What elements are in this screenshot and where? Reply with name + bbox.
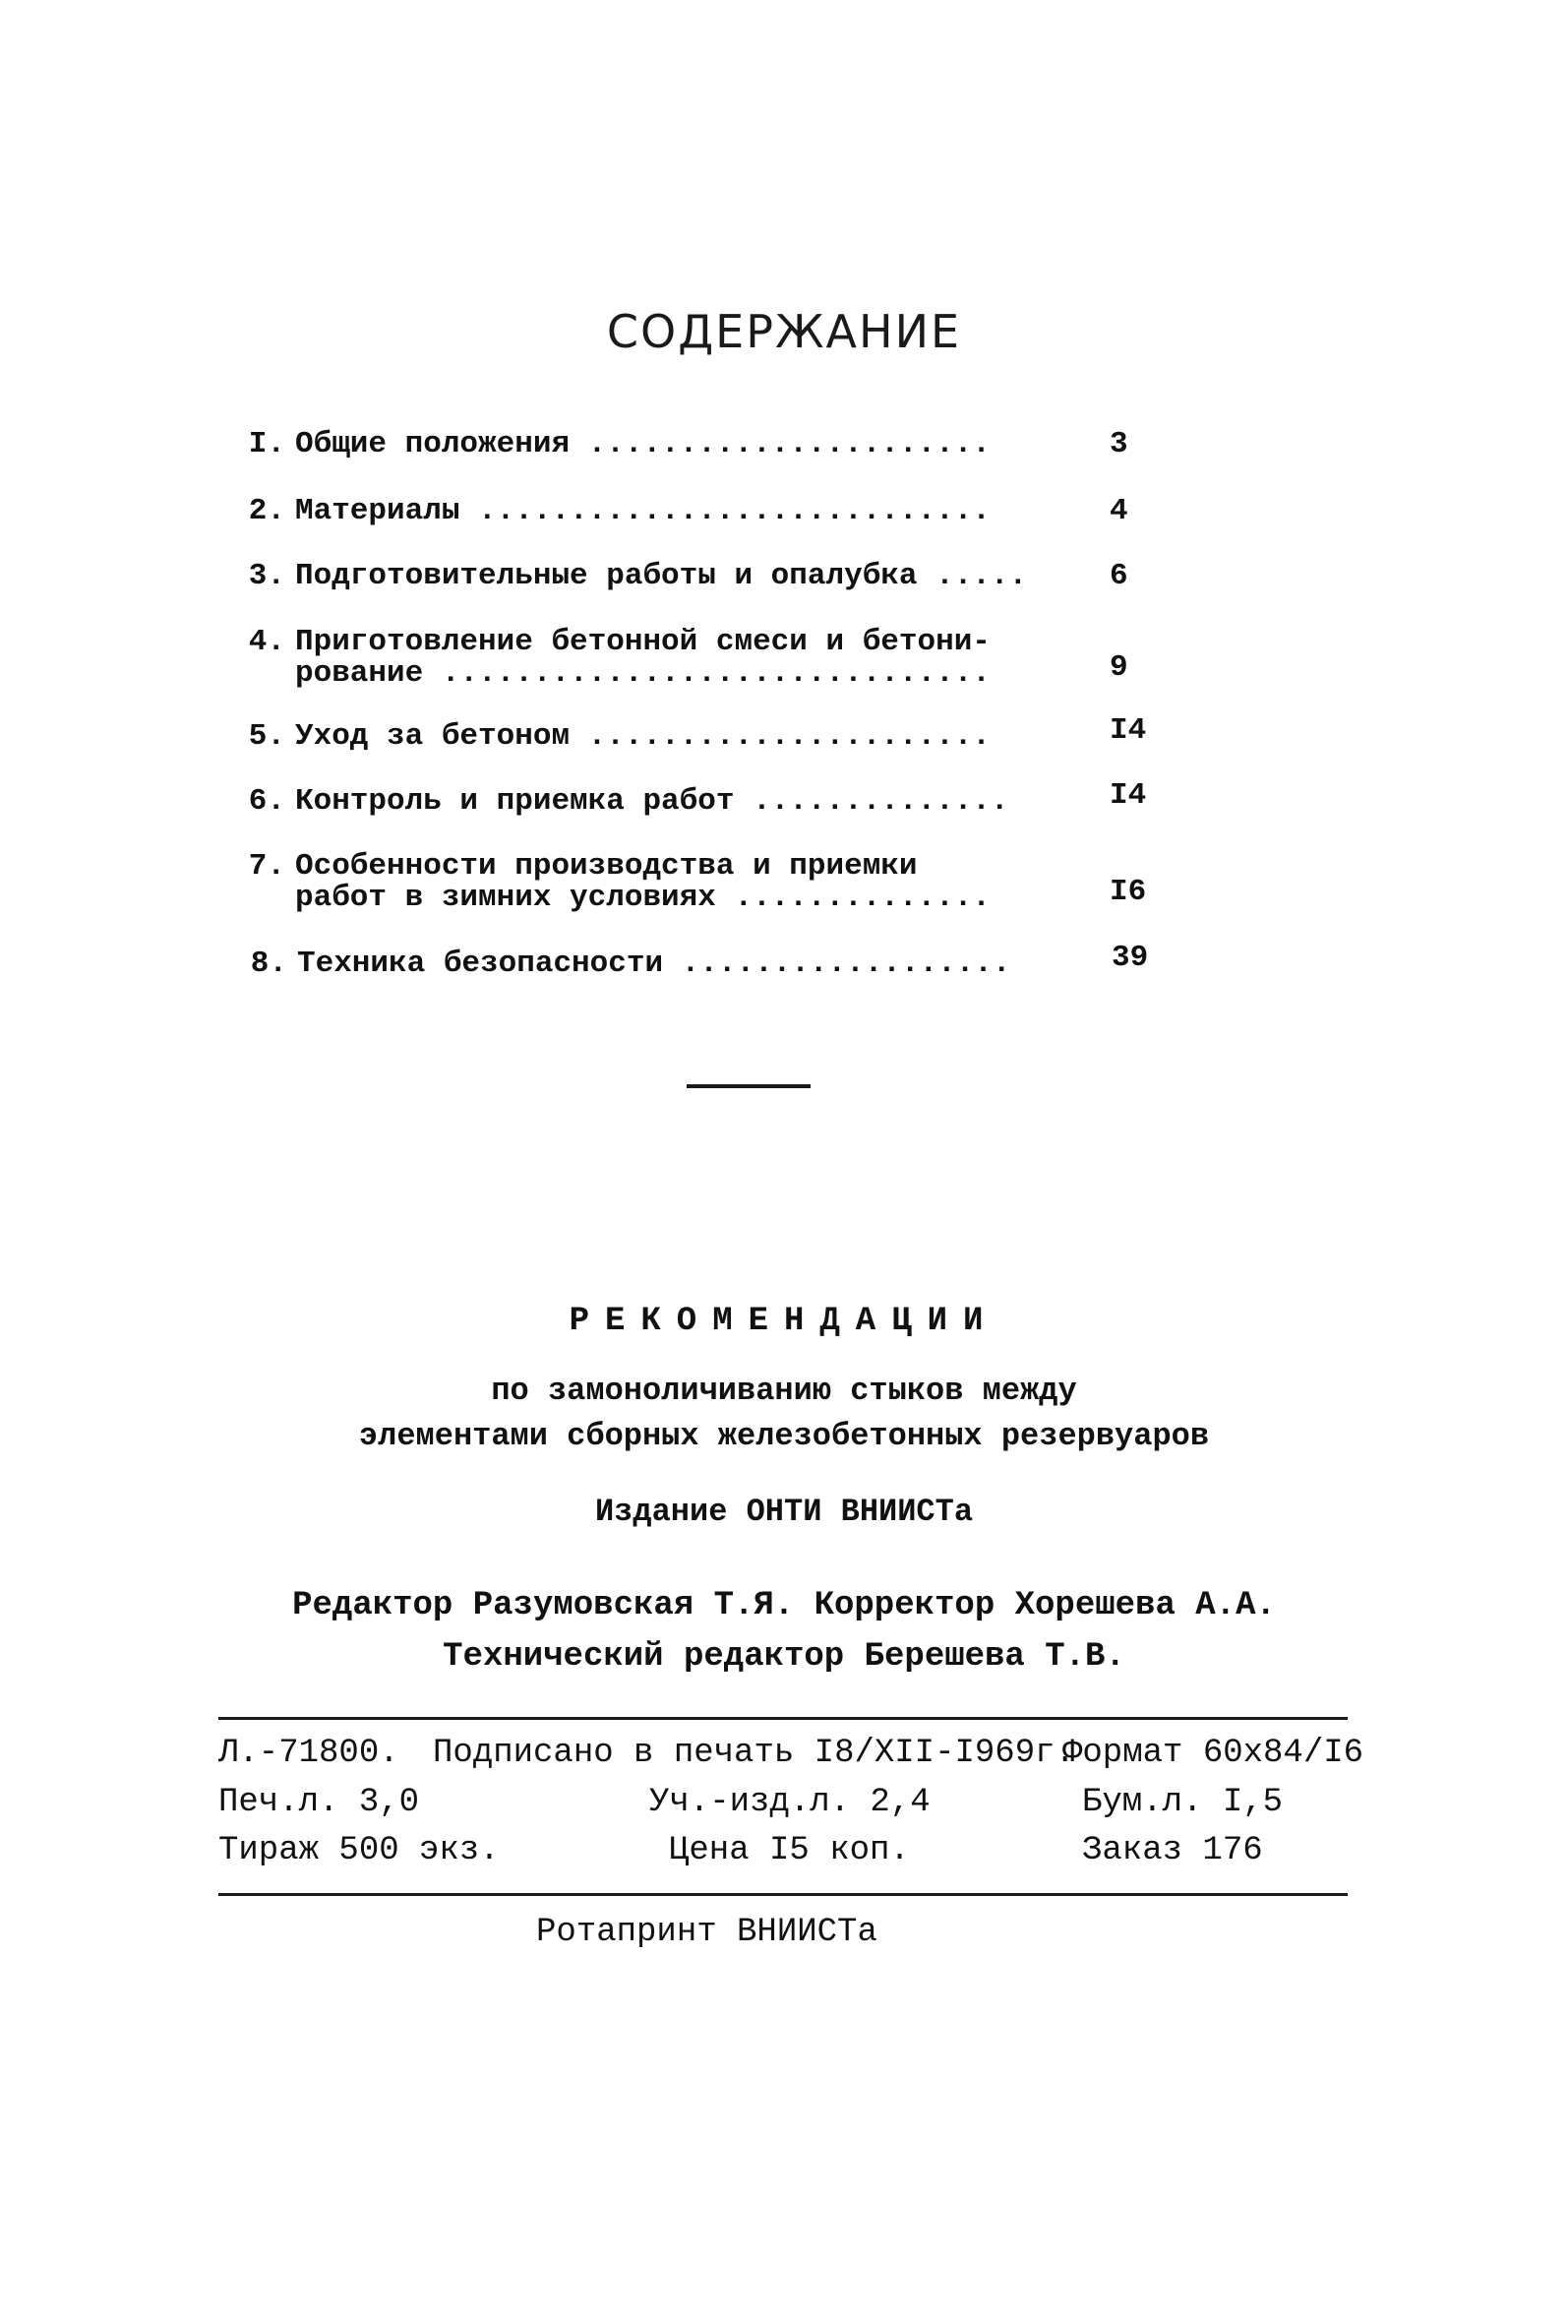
toc-entry-number: 6. — [248, 784, 285, 819]
toc-entry-title: Общие положения ...................... — [295, 427, 991, 461]
toc-entry-title: Особенности производства и приемки — [295, 849, 918, 884]
contents-title: СОДЕРЖАНИЕ — [606, 305, 962, 358]
toc-entry-page: I6 — [1110, 875, 1147, 909]
technical-editor-line: Технический редактор Берешева Т.В. — [443, 1638, 1125, 1676]
toc-entry-title: Техника безопасности .................. — [297, 947, 1011, 981]
toc-entry-title: Подготовительные работы и опалубка ..... — [295, 559, 1028, 593]
toc-entry-number: 4. — [248, 625, 285, 659]
toc-entry-page: I4 — [1110, 778, 1147, 813]
toc-entry-title-continuation: работ в зимних условиях .............. — [295, 881, 991, 915]
toc-entry-title: Приготовление бетонной смеси и бетони- — [295, 625, 991, 659]
toc-entry — [226, 625, 1210, 706]
toc-entry-page: 3 — [1110, 427, 1128, 461]
toc-entry — [226, 427, 1210, 469]
imprint-license: Л.-71800. — [218, 1735, 399, 1772]
toc-entry — [228, 941, 1212, 989]
toc-entry — [226, 778, 1210, 826]
imprint-format: Формат 60х84/I6 — [1062, 1735, 1364, 1772]
toc-entry-number: 7. — [248, 849, 285, 884]
toc-entry-title: Уход за бетоном ...................... — [295, 719, 991, 754]
toc-entry-page: 4 — [1110, 494, 1128, 528]
imprint-paper-sheets: Бум.л. I,5 — [1082, 1784, 1284, 1821]
imprint-edit-sheets: Уч.-изд.л. 2,4 — [649, 1784, 931, 1821]
imprint-copies: Тираж 500 экз. — [218, 1832, 500, 1869]
edition-line: Издание ОНТИ ВНИИСТа — [594, 1494, 974, 1530]
toc-entry-number: I. — [248, 427, 285, 461]
imprint-top-rule — [218, 1717, 1348, 1720]
recommendations-subtitle-line1: по замоноличиванию стыков между — [491, 1373, 1077, 1409]
imprint-bottom-rule — [218, 1893, 1348, 1896]
toc-entry-page: 9 — [1110, 650, 1128, 685]
imprint-order: Заказ 176 — [1082, 1832, 1263, 1869]
toc-entry-title: Контроль и приемка работ .............. — [295, 784, 1009, 819]
toc-entry-number: 3. — [248, 559, 285, 593]
toc-entry-title-continuation: рование .............................. — [295, 656, 991, 691]
toc-entry — [226, 849, 1210, 931]
toc-entry — [226, 559, 1210, 601]
editors-line: Редактор Разумовская Т.Я. Корректор Хорешева А.А. — [292, 1587, 1276, 1624]
toc-entry-page: I4 — [1110, 713, 1147, 748]
recommendations-title: РЕКОМЕНДАЦИИ — [569, 1303, 999, 1340]
toc-entry — [226, 494, 1210, 536]
toc-entry-number: 2. — [248, 494, 285, 528]
short-divider — [687, 1084, 811, 1088]
imprint-price: Цена I5 коп. — [669, 1832, 910, 1869]
toc-entry-number: 5. — [248, 719, 285, 754]
recommendations-subtitle-line2: элементами сборных железобетонных резервуаров — [358, 1418, 1210, 1454]
toc-entry-number: 8. — [250, 947, 287, 981]
toc-entry-page: 39 — [1112, 941, 1149, 975]
imprint-signed: Подписано в печать I8/XII-I969г. — [433, 1735, 1075, 1772]
imprint-print-sheets: Печ.л. 3,0 — [218, 1784, 420, 1821]
toc-entry — [226, 713, 1210, 762]
toc-entry-page: 6 — [1110, 559, 1128, 593]
imprint-printer: Ротапринт ВНИИСТа — [536, 1914, 877, 1951]
toc-entry-title: Материалы ............................ — [295, 494, 991, 528]
